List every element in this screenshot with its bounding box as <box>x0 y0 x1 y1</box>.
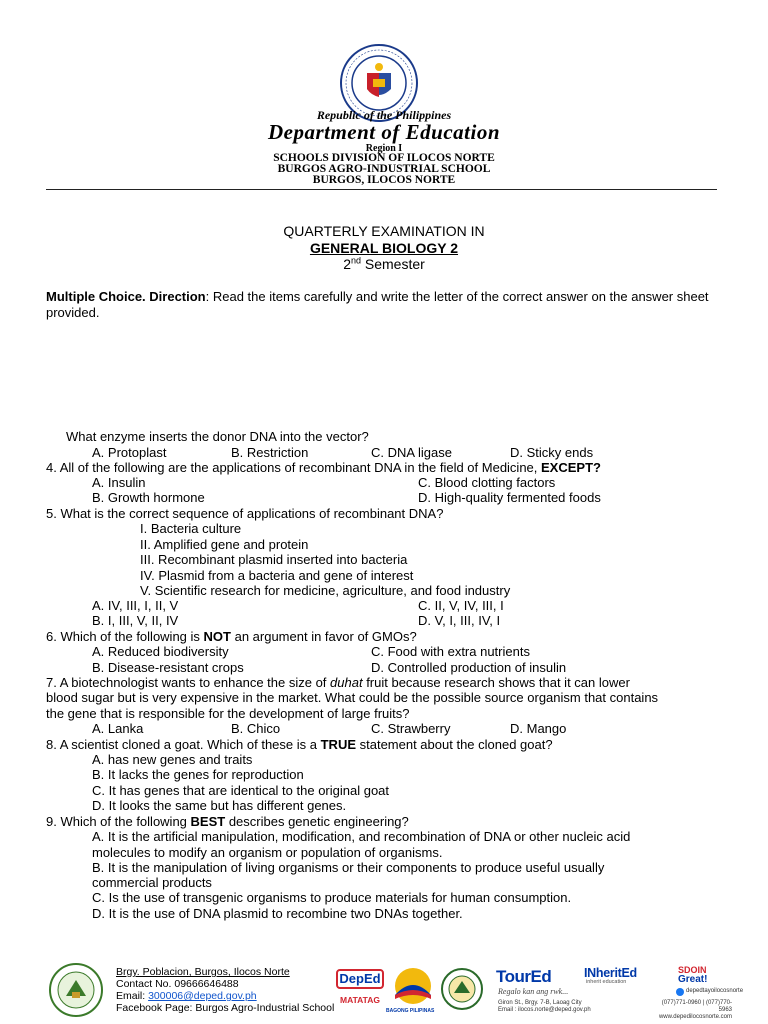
exam-semester: 2nd Semester <box>343 255 425 272</box>
q9-option-b-line-1: B. It is the manipulation of living organisms or their components to produce useful usually <box>92 860 605 875</box>
q5-item-2: II. Amplified gene and protein <box>140 537 309 552</box>
footer-facebook: Facebook Page: Burgos Agro-Industrial School <box>116 1002 335 1014</box>
sdoin-great-label: Great! <box>678 974 708 985</box>
q7-option-d: D. Mango <box>510 721 567 736</box>
q8-option-d: D. It looks the same but has different genes. <box>92 798 347 813</box>
q9-option-a-line-2: molecules to modify an organism or population of organisms. <box>92 845 443 860</box>
q5-option-b: B. I, III, V, II, IV <box>92 613 179 628</box>
sdoin-label: SDOIN <box>678 965 707 975</box>
header-divider <box>46 189 717 190</box>
footer <box>0 955 768 1024</box>
toured-logo: TourEd <box>496 967 552 986</box>
q4-option-d: D. High-quality fermented foods <box>418 490 601 505</box>
question-7-line-2: blood sugar but is very expensive in the market. What could be the possible source organism that contains <box>46 690 659 705</box>
q3-option-d: D. Sticky ends <box>510 445 594 460</box>
q4-option-b: B. Growth hormone <box>92 490 205 505</box>
q5-item-5: V. Scientific research for medicine, agriculture, and food industry <box>140 583 511 598</box>
q9-option-c: C. Is the use of transgenic organisms to produce materials for human consumption. <box>92 890 572 905</box>
school-heading: BURGOS AGRO-INDUSTRIAL SCHOOL <box>277 163 491 175</box>
q7-option-c: C. Strawberry <box>371 721 451 736</box>
q5-item-4: IV. Plasmid from a bacteria and gene of interest <box>140 568 414 583</box>
q7-option-a: A. Lanka <box>92 721 144 736</box>
footer-contact: Contact No. 09666646488 <box>116 978 239 990</box>
footer-address: Brgy. Poblacion, Burgos, Ilocos Norte <box>116 966 290 978</box>
school-logo-icon <box>48 962 104 1018</box>
bagong-pilipinas-icon <box>390 965 436 1007</box>
matatag-wordmark: MATATAG <box>340 995 380 1005</box>
sdo-address: Giron St., Brgy. 7-B, Laoag City Email : ilocos.norte@deped.gov.ph <box>498 1000 591 1013</box>
email-link[interactable]: 300006@deped.gov.ph <box>148 990 257 1002</box>
q3-option-c: C. DNA ligase <box>371 445 452 460</box>
q9-option-b-line-2: commercial products <box>92 875 212 890</box>
question-9-stem: 9. Which of the following BEST describes genetic engineering? <box>46 814 409 829</box>
q5-option-a: A. IV, III, I, II, V <box>92 598 179 613</box>
q3-option-b: B. Restriction <box>231 445 309 460</box>
exam-subject: GENERAL BIOLOGY 2 <box>309 240 459 256</box>
question-5-stem: 5. What is the correct sequence of applications of recombinant DNA? <box>46 506 444 521</box>
q8-option-b: B. It lacks the genes for reproduction <box>92 767 304 782</box>
location-heading: BURGOS, ILOCOS NORTE <box>312 174 456 186</box>
deped-wordmark: DepEd <box>336 969 384 989</box>
question-7-line-1: 7. A biotechnologist wants to enhance the size of duhat fruit because research shows that it can lower <box>46 675 630 690</box>
sdo-contact: (077)771-0960 | (077)770-5963 www.depedilocosnorte.com <box>658 1000 732 1020</box>
department-heading: Department of Education <box>267 120 500 144</box>
division-heading: SCHOOLS DIVISION OF ILOCOS NORTE <box>273 152 495 164</box>
deped-matatag-logo <box>336 969 384 1013</box>
republic-heading: Republic of the Philippines <box>316 108 452 122</box>
q6-option-a: A. Reduced biodiversity <box>92 644 229 659</box>
q4-option-a: A. Insulin <box>92 475 146 490</box>
q9-option-d: D. It is the use of DNA plasmid to recombine two DNAs together. <box>92 906 463 921</box>
footer-email: Email: 300006@deped.gov.ph <box>116 990 257 1002</box>
region-heading: Region I <box>365 143 403 154</box>
q5-option-c: C. II, V, IV, III, I <box>418 598 504 613</box>
inherited-logo: INheritEd <box>584 966 637 980</box>
q5-option-d: D. V, I, III, IV, I <box>418 613 501 628</box>
q6-option-b: B. Disease-resistant crops <box>92 660 244 675</box>
q8-option-a: A. has new genes and traits <box>92 752 253 767</box>
question-4-stem: 4. All of the following are the applications of recombinant DNA in the field of Medicine, EXCEPT? <box>46 460 601 475</box>
fb-handle: depedtayoilocosnorte <box>686 988 744 994</box>
q6-option-c: C. Food with extra nutrients <box>371 644 530 659</box>
directions: Multiple Choice. Direction: Read the items carefully and write the letter of the correct answer on the answer sheet provided. <box>46 289 709 320</box>
question-3-stem: What enzyme inserts the donor DNA into the vector? <box>66 429 369 444</box>
q4-option-c: C. Blood clotting factors <box>418 475 556 490</box>
q7-option-b: B. Chico <box>231 721 281 736</box>
tagline: Regalo kan ang rwk... <box>498 987 569 996</box>
exam-title: QUARTERLY EXAMINATION IN <box>283 223 485 239</box>
bagong-pilipinas-label: BAGONG PILIPINAS <box>386 1008 435 1014</box>
q5-item-3: III. Recombinant plasmid inserted into bacteria <box>140 552 408 567</box>
question-7-line-3: the gene that is responsible for the development of large fruits? <box>46 706 410 721</box>
inherited-sub: inherit education <box>586 979 627 985</box>
question-8-stem: 8. A scientist cloned a goat. Which of these is a TRUE statement about the cloned goat? <box>46 737 553 752</box>
q9-option-a-line-1: A. It is the artificial manipulation, modification, and recombination of DNA or other nucleic acid <box>92 829 631 844</box>
q8-option-c: C. It has genes that are identical to the original goat <box>92 783 390 798</box>
division-seal-icon <box>440 967 484 1011</box>
facebook-icon <box>676 988 684 996</box>
q5-item-1: I. Bacteria culture <box>140 521 242 536</box>
q3-option-a: A. Protoplast <box>92 445 167 460</box>
question-6-stem: 6. Which of the following is NOT an argument in favor of GMOs? <box>46 629 417 644</box>
q6-option-d: D. Controlled production of insulin <box>371 660 567 675</box>
